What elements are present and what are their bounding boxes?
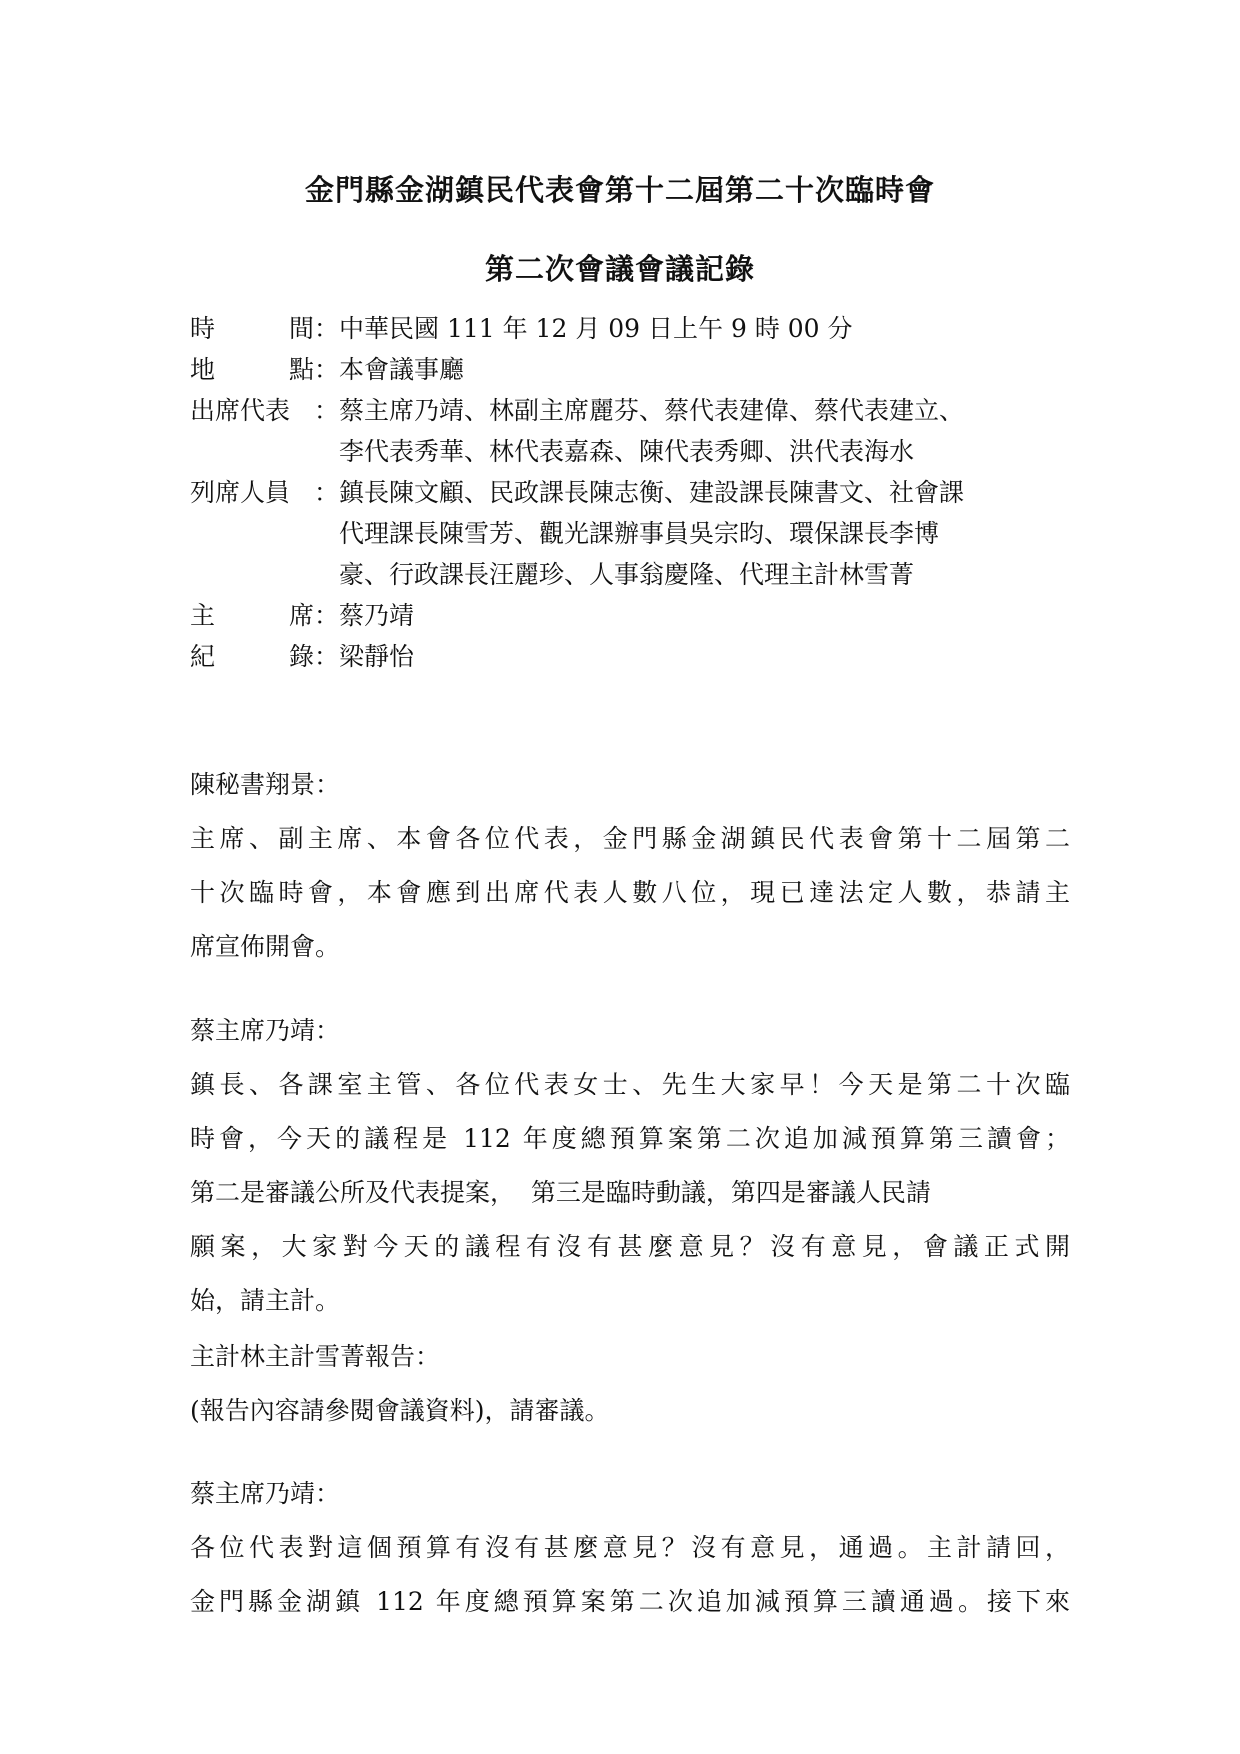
info-value: 蔡乃靖 [339, 601, 415, 630]
speech-line: 金門縣金湖鎮 112 年度總預算案第二次追加減預算三讀通過。接下來 [190, 1587, 1070, 1616]
info-label: 紀 錄 [190, 642, 314, 671]
info-colon: ： [314, 642, 340, 671]
info-label: 出席代表 [190, 396, 291, 425]
speech-line: 時會，今天的議程是 112 年度總預算案第二次追加減預算第三讀會； [190, 1124, 1070, 1153]
info-label: 地 點 [190, 355, 314, 384]
speech-line: 十次臨時會，本會應到出席代表人數八位，現已達法定人數，恭請主 [190, 878, 1070, 907]
info-colon: ： [314, 314, 340, 343]
document-title: 金門縣金湖鎮民代表會第十二屆第二十次臨時會 [304, 173, 935, 207]
info-row-attendees [190, 390, 1070, 472]
info-row-time [190, 308, 1070, 349]
info-row-recorder [190, 636, 1070, 677]
speaker-name: 陳秘書翔景： [190, 770, 341, 799]
speech-block [190, 758, 1070, 974]
speaker-name: 蔡主席乃靖： [190, 1479, 341, 1508]
info-colon: ： [314, 601, 340, 630]
speech-text [190, 1521, 1070, 1629]
speech-block [190, 1467, 1070, 1629]
info-value: 鎮長陳文顧、民政課長陳志衡、建設課長陳書文、社會課 代理課長陳雪芳、觀光課辦事員吳宗昀、環保課長李博 豪、行政課長汪麗珍、人事翁慶隆、代理主計林雪菁 [339, 478, 965, 589]
document-subtitle: 第二次會議會議記錄 [484, 252, 755, 286]
info-colon: ： [314, 355, 340, 384]
info-label: 列席人員 [190, 478, 291, 507]
info-colon: ： [314, 478, 340, 507]
speech-text [190, 1384, 1070, 1438]
meeting-info [190, 308, 1070, 677]
speech-block [190, 1004, 1070, 1328]
speaker-name: 主計林主計雪菁報告： [190, 1342, 441, 1371]
speech-line: (報告內容請參閱會議資料)，請審議。 [190, 1396, 610, 1425]
speech-line: 主席、副主席、本會各位代表，金門縣金湖鎮民代表會第十二屆第二 [190, 824, 1070, 853]
info-value: 本會議事廳 [339, 355, 465, 384]
speech-line: 各位代表對這個預算有沒有甚麼意見？沒有意見，通過。主計請回， [190, 1533, 1070, 1562]
speech-line: 席宣佈開會。 [190, 932, 341, 961]
speech-text [190, 1058, 1070, 1328]
info-value: 蔡主席乃靖、林副主席麗芬、蔡代表建偉、蔡代表建立、 李代表秀華、林代表嘉森、陳代表秀卿、洪代表海水 [339, 396, 965, 466]
speaker-name: 蔡主席乃靖： [190, 1016, 341, 1045]
info-value: 中華民國 111 年 12 月 09 日上午 9 時 00 分 [339, 314, 853, 343]
info-label: 主 席 [190, 601, 314, 630]
info-colon: ： [314, 396, 340, 425]
info-label: 時 間 [190, 314, 314, 343]
info-row-observers [190, 472, 1070, 595]
speech-line: 鎮長、各課室主管、各位代表女士、先生大家早！今天是第二十次臨 [190, 1070, 1070, 1099]
speech-line: 始，請主計。 [190, 1286, 341, 1315]
speech-line: 願案，大家對今天的議程有沒有甚麼意見？沒有意見，會議正式開 [190, 1232, 1070, 1261]
info-row-location [190, 349, 1070, 390]
speech-block [190, 1330, 1070, 1438]
info-value: 梁靜怡 [339, 642, 415, 671]
speech-text [190, 812, 1070, 974]
speech-line: 第二是審議公所及代表提案， 第三是臨時動議，第四是審議人民請 [190, 1178, 931, 1207]
info-row-chair [190, 595, 1070, 636]
